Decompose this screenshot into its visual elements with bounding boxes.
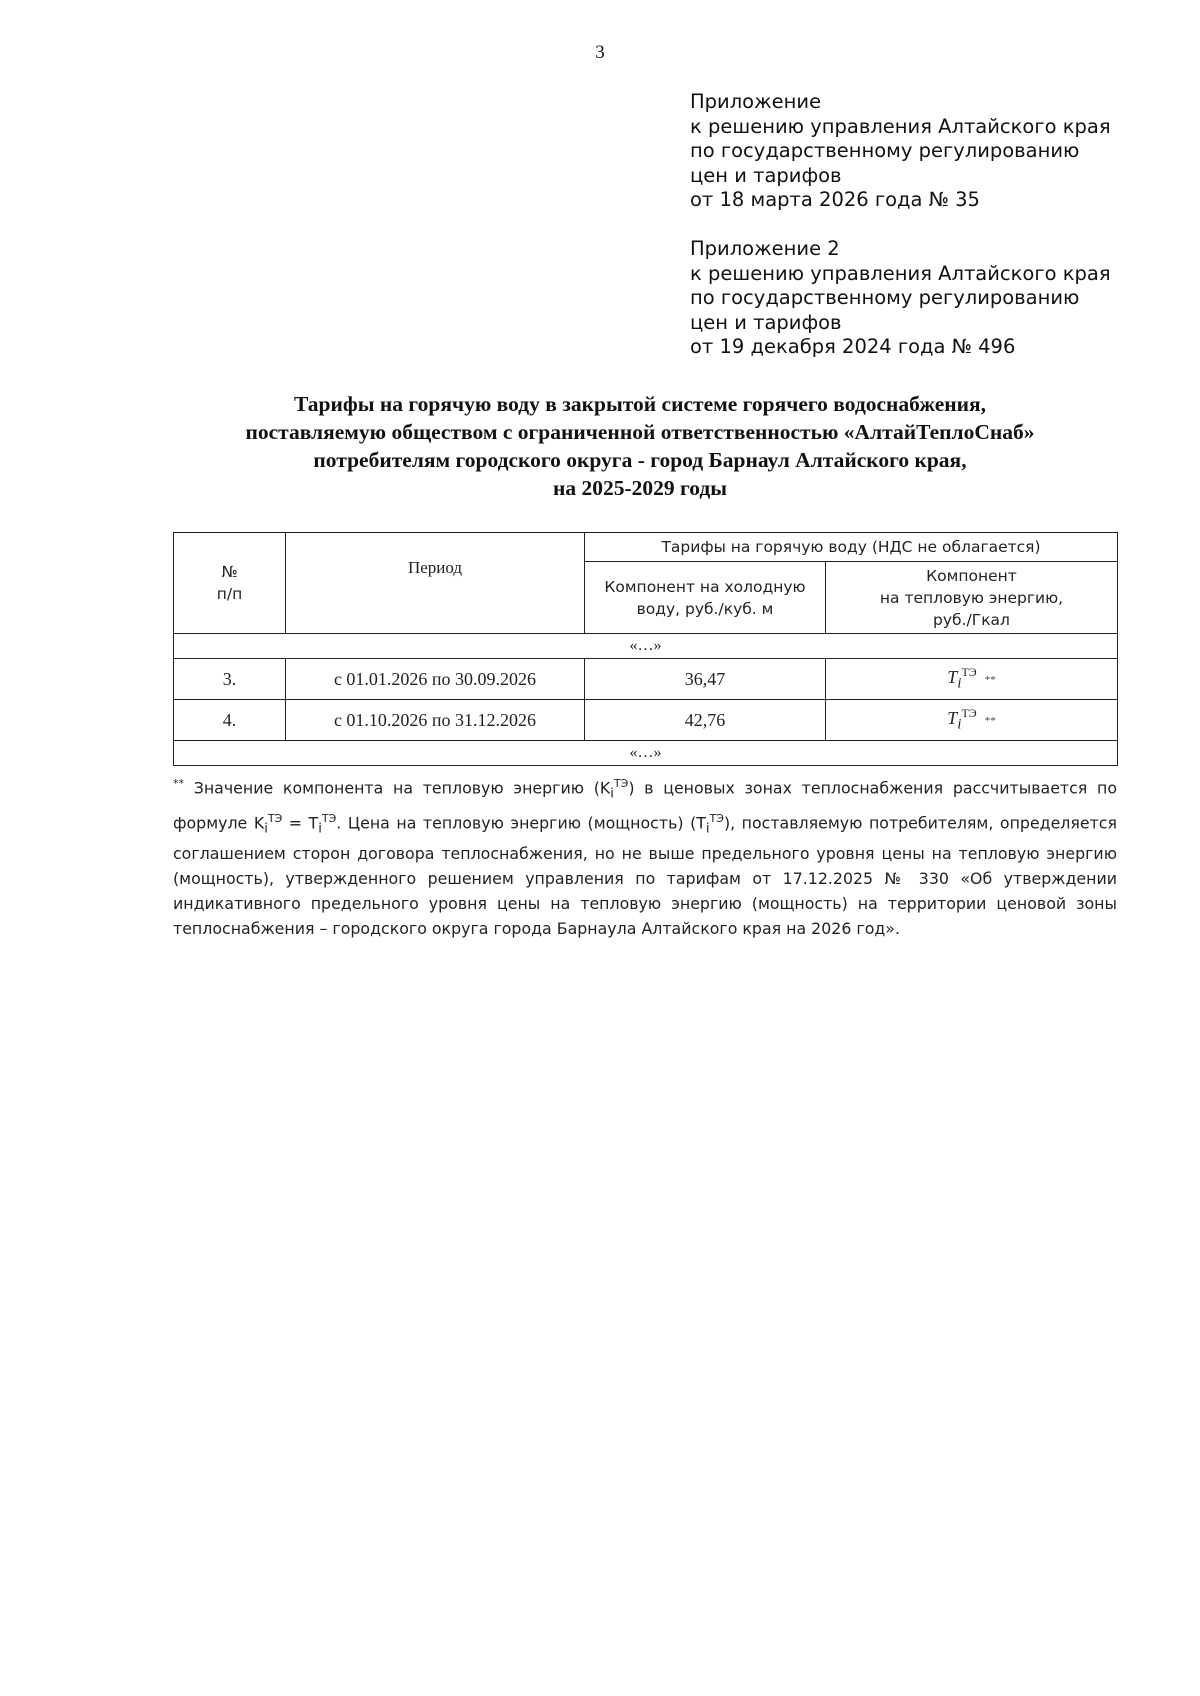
footnote-superscript: ТЭ [321, 812, 337, 826]
row-cold-water-value: 36,47 [585, 659, 826, 700]
formula-base: T [947, 708, 958, 729]
appendix-original-line: от 19 декабря 2024 года № 496 [690, 335, 1016, 358]
title-line: поставляемую обществом с ограниченной ответственностью «АлтайТеплоСнаб» [245, 420, 1035, 444]
row-cold-water-value: 42,76 [585, 700, 826, 741]
appendix-original-line: к решению управления Алтайского края [690, 261, 1111, 285]
row-heat-value [826, 659, 1118, 700]
table-ellipsis-row [174, 741, 1118, 766]
appendix-current-line: к решению управления Алтайского края [690, 114, 1111, 138]
appendix-current-line: по государственному регулированию [690, 139, 1080, 162]
footnote-text: = T [282, 813, 319, 833]
footnote-subscript: i [610, 786, 614, 802]
formula-superscript: ТЭ [961, 706, 977, 721]
header-period: Период [286, 533, 585, 634]
row-number: 3. [174, 659, 286, 700]
row-period: с 01.10.2026 по 31.12.2026 [286, 700, 585, 741]
footnote-subscript: i [705, 821, 710, 837]
title-line: потребителям городского округа - город Барнаул Алтайского края, [313, 448, 967, 472]
appendix-original-line: по государственному регулированию [690, 286, 1080, 309]
table-ellipsis-row [174, 634, 1118, 659]
header-cold-water-line1: Компонент на холодную [604, 577, 806, 596]
row-heat-value [826, 700, 1118, 741]
row-period: с 01.01.2026 по 30.09.2026 [286, 659, 585, 700]
footnote-superscript: ТЭ [709, 812, 724, 826]
appendix-current-line: от 18 марта 2026 года № 35 [690, 188, 980, 211]
footnote-marker: ** [984, 715, 996, 728]
appendix-original-block [690, 237, 1150, 360]
footnote-text: Значение компонента на тепловую энергию (K [184, 778, 611, 798]
header-number-line2: п/п [216, 585, 243, 603]
header-heat-energy [826, 562, 1118, 634]
tariff-table [173, 532, 1118, 766]
header-cold-water [585, 562, 826, 634]
footnote-text: ) в ценовых зонах теплоснабжения рассчитывается по формуле K [173, 778, 1118, 833]
formula-base: T [947, 667, 958, 688]
heat-formula [947, 665, 996, 692]
table-row [174, 700, 1118, 741]
footnote-superscript: ТЭ [613, 777, 629, 790]
table-header-row [174, 533, 1118, 562]
footnote-marker: ** [984, 674, 996, 687]
appendix-current-block [690, 90, 1150, 213]
footnote-subscript: i [264, 821, 268, 837]
formula-superscript: ТЭ [961, 665, 977, 680]
header-cold-water-line2: воду, руб./куб. м [636, 599, 774, 618]
appendix-original-line: Приложение 2 [690, 237, 840, 260]
footnote [173, 772, 1117, 942]
heat-formula [947, 706, 996, 733]
formula-subscript: i [957, 675, 962, 692]
header-tariffs-group: Тарифы на горячую воду (НДС не облагается) [585, 533, 1118, 562]
appendix-original-line: цен и тарифов [690, 310, 842, 334]
header-heat-line3: руб./Гкал [933, 610, 1010, 629]
ellipsis-cell: «…» [174, 741, 1118, 766]
appendix-current-line: Приложение [690, 90, 822, 113]
document-title [160, 390, 1120, 502]
header-number [174, 533, 286, 634]
footnote-text: ), поставляемую потребителям, определяется соглашением сторон договора теплоснабжения, но не выше предельного уровня цены на тепловую энергию (мощность), утвержденного решением управления по тарифам от 17.12.2025 № 330 «Об утверждении индикативного предельного уровня цены на тепловую энергию (мощность) на территории ценовой зоны теплоснабжения – городского округа города Барнаула Алтайского края на 2026 год». [173, 813, 1117, 938]
title-line: на 2025-2029 годы [552, 476, 728, 500]
formula-subscript: i [957, 716, 962, 733]
header-number-line1: № [221, 563, 238, 581]
footnote-superscript: ТЭ [267, 812, 283, 826]
title-line: Тарифы на горячую воду в закрытой системе горячего водоснабжения, [293, 392, 987, 416]
header-heat-line1: Компонент [926, 566, 1017, 585]
appendix-current-line: цен и тарифов [690, 163, 842, 187]
footnote-text: . Цена на тепловую энергию (мощность) (T [336, 813, 706, 833]
page-number: 3 [595, 42, 605, 63]
header-heat-line2: на тепловую энергию, [879, 588, 1064, 607]
footnote-marker: ** [173, 777, 184, 790]
row-number: 4. [174, 700, 286, 741]
footnote-subscript: i [318, 821, 322, 837]
table-row [174, 659, 1118, 700]
ellipsis-cell: «…» [174, 634, 1118, 659]
